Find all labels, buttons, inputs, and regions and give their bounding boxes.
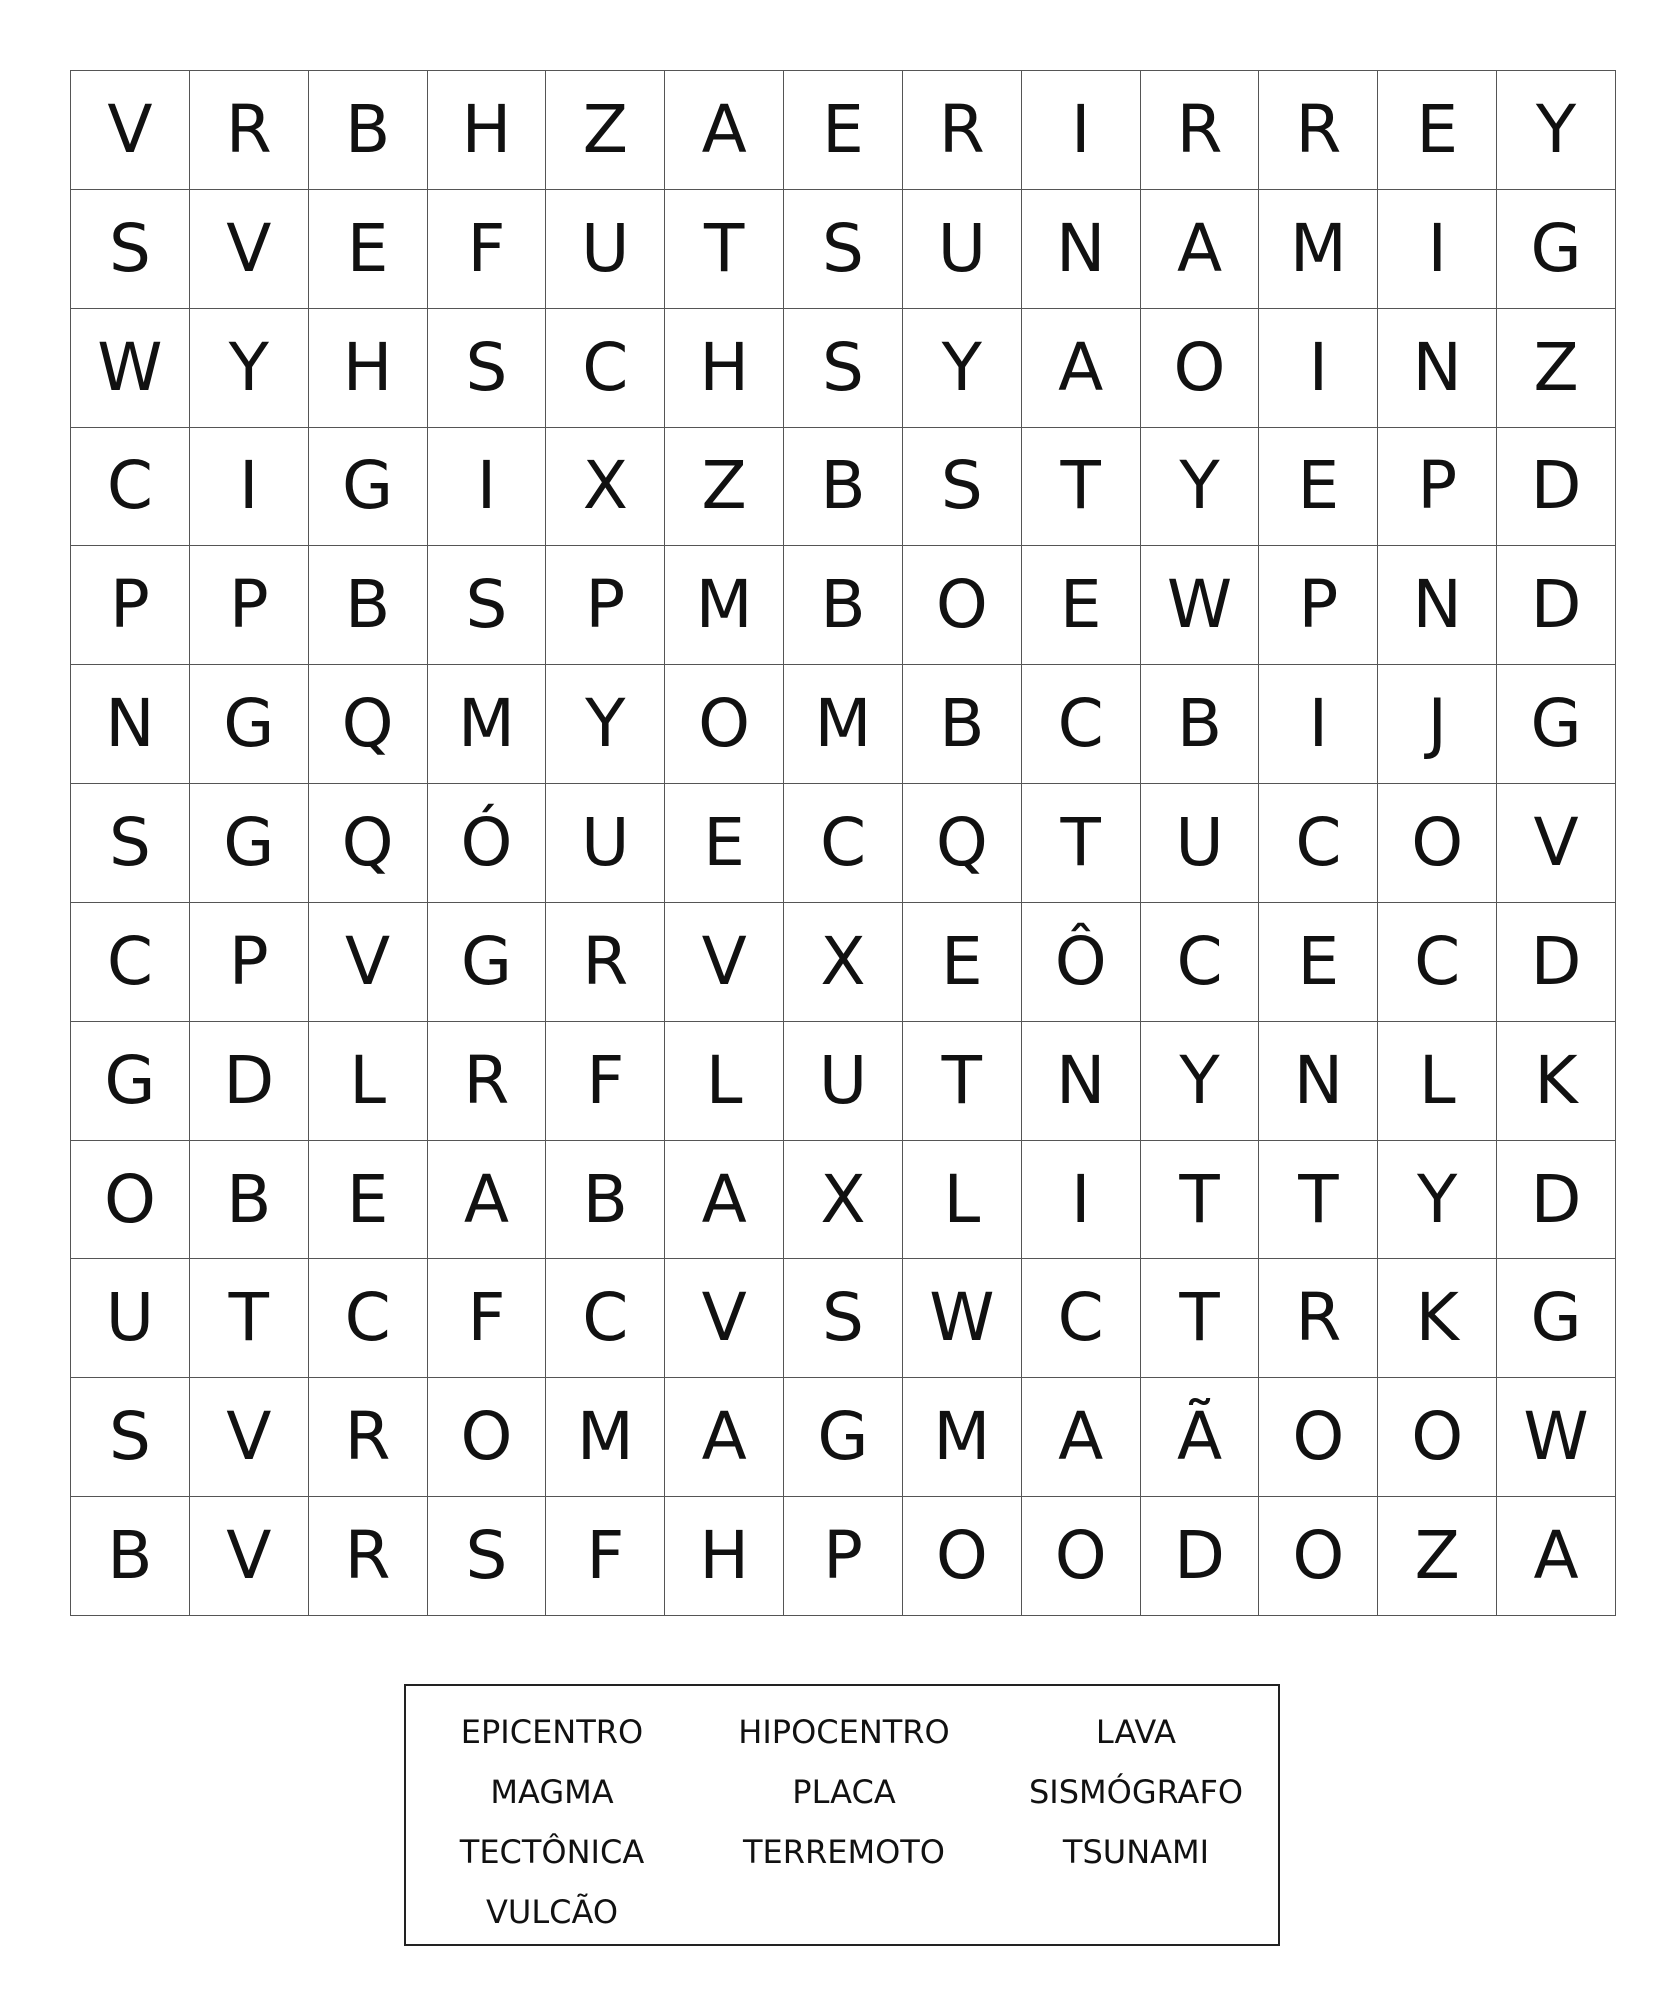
grid-cell[interactable]: Ô — [1022, 903, 1141, 1022]
grid-cell[interactable]: O — [1259, 1378, 1378, 1497]
grid-cell[interactable]: G — [1497, 665, 1616, 784]
grid-cell[interactable]: S — [784, 190, 903, 309]
grid-cell[interactable]: P — [71, 546, 190, 665]
grid-cell[interactable]: U — [546, 190, 665, 309]
grid-cell[interactable]: L — [309, 1022, 428, 1141]
grid-cell[interactable]: E — [1259, 903, 1378, 1022]
grid-cell[interactable]: B — [1141, 665, 1260, 784]
grid-cell[interactable]: B — [309, 546, 428, 665]
grid-cell[interactable]: T — [1141, 1259, 1260, 1378]
grid-cell[interactable]: C — [1141, 903, 1260, 1022]
word-list-item: TECTÔNICA — [459, 1833, 645, 1871]
word-list-item: LAVA — [1095, 1713, 1177, 1751]
grid-cell[interactable]: C — [1378, 903, 1497, 1022]
grid-cell[interactable]: D — [1497, 903, 1616, 1022]
grid-cell[interactable]: Y — [1497, 71, 1616, 190]
grid-cell[interactable]: T — [1141, 1141, 1260, 1260]
grid-cell[interactable]: U — [903, 190, 1022, 309]
grid-cell[interactable]: I — [1259, 665, 1378, 784]
grid-cell[interactable]: B — [309, 71, 428, 190]
grid-cell[interactable]: M — [665, 546, 784, 665]
grid-cell[interactable]: N — [1378, 309, 1497, 428]
grid-cell[interactable]: V — [190, 1378, 309, 1497]
grid-cell[interactable]: E — [665, 784, 784, 903]
grid-cell[interactable]: G — [190, 665, 309, 784]
grid-cell[interactable]: T — [903, 1022, 1022, 1141]
grid-cell[interactable]: C — [546, 309, 665, 428]
grid-cell[interactable]: H — [665, 309, 784, 428]
grid-cell[interactable]: A — [1141, 190, 1260, 309]
grid-cell[interactable]: Q — [903, 784, 1022, 903]
grid-cell[interactable]: B — [190, 1141, 309, 1260]
grid-cell[interactable]: B — [546, 1141, 665, 1260]
grid-cell[interactable]: R — [1141, 71, 1260, 190]
grid-cell[interactable]: Ó — [428, 784, 547, 903]
word-search-grid — [70, 70, 1616, 1616]
grid-cell[interactable]: S — [71, 190, 190, 309]
grid-cell[interactable]: F — [428, 190, 547, 309]
grid-cell[interactable]: I — [1378, 190, 1497, 309]
grid-cell[interactable]: T — [665, 190, 784, 309]
grid-cell[interactable]: O — [1141, 309, 1260, 428]
grid-cell[interactable]: C — [309, 1259, 428, 1378]
grid-cell[interactable]: E — [1022, 546, 1141, 665]
grid-cell[interactable]: C — [1259, 784, 1378, 903]
grid-cell[interactable]: I — [428, 428, 547, 547]
grid-cell[interactable]: P — [784, 1497, 903, 1616]
grid-cell[interactable]: C — [546, 1259, 665, 1378]
word-list-item: TERREMOTO — [743, 1833, 945, 1871]
grid-cell[interactable]: I — [190, 428, 309, 547]
word-list-item: HIPOCENTRO — [738, 1713, 950, 1751]
grid-cell[interactable]: F — [428, 1259, 547, 1378]
grid-cell[interactable]: U — [71, 1259, 190, 1378]
grid-cell[interactable]: O — [71, 1141, 190, 1260]
grid-cell[interactable]: O — [428, 1378, 547, 1497]
grid-cell[interactable]: C — [1022, 665, 1141, 784]
grid-cell[interactable]: A — [1022, 1378, 1141, 1497]
grid-cell[interactable]: B — [784, 428, 903, 547]
grid-cell[interactable]: Ã — [1141, 1378, 1260, 1497]
grid-cell[interactable]: C — [1022, 1259, 1141, 1378]
grid-cell[interactable]: Y — [903, 309, 1022, 428]
word-list-item: EPICENTRO — [460, 1713, 644, 1751]
grid-cell[interactable]: E — [784, 71, 903, 190]
grid-cell[interactable]: M — [1259, 190, 1378, 309]
grid-cell[interactable]: B — [71, 1497, 190, 1616]
grid-cell[interactable]: W — [903, 1259, 1022, 1378]
grid-cell[interactable]: P — [546, 546, 665, 665]
grid-cell[interactable]: L — [903, 1141, 1022, 1260]
grid-cell[interactable]: R — [903, 71, 1022, 190]
word-list-item: MAGMA — [490, 1773, 614, 1811]
grid-cell[interactable]: P — [1259, 546, 1378, 665]
grid-cell[interactable]: S — [428, 1497, 547, 1616]
grid-cell[interactable]: O — [1259, 1497, 1378, 1616]
grid-cell[interactable]: F — [546, 1497, 665, 1616]
grid-cell[interactable]: X — [784, 1141, 903, 1260]
word-list-item: PLACA — [792, 1773, 896, 1811]
grid-cell[interactable]: U — [1141, 784, 1260, 903]
grid-cell[interactable]: E — [903, 903, 1022, 1022]
grid-cell[interactable]: S — [71, 1378, 190, 1497]
grid-cell[interactable]: C — [784, 784, 903, 903]
grid-cell[interactable]: A — [665, 1141, 784, 1260]
grid-cell[interactable]: O — [903, 546, 1022, 665]
grid-cell[interactable]: G — [1497, 1259, 1616, 1378]
grid-cell[interactable]: Y — [1141, 1022, 1260, 1141]
grid-cell[interactable]: R — [190, 71, 309, 190]
grid-cell[interactable]: P — [190, 903, 309, 1022]
grid-cell[interactable]: S — [784, 1259, 903, 1378]
word-list-item: TSUNAMI — [1062, 1833, 1210, 1871]
grid-cell[interactable]: R — [309, 1497, 428, 1616]
grid-cell[interactable]: R — [428, 1022, 547, 1141]
grid-cell[interactable]: Q — [309, 784, 428, 903]
grid-cell[interactable]: G — [190, 784, 309, 903]
grid-cell[interactable]: Y — [1141, 428, 1260, 547]
grid-cell[interactable]: I — [1022, 71, 1141, 190]
grid-cell[interactable]: O — [903, 1497, 1022, 1616]
grid-cell[interactable]: T — [1022, 784, 1141, 903]
grid-cell[interactable]: N — [1022, 190, 1141, 309]
grid-cell[interactable]: Z — [1378, 1497, 1497, 1616]
grid-cell[interactable]: R — [1259, 1259, 1378, 1378]
grid-cell[interactable]: R — [1259, 71, 1378, 190]
grid-cell[interactable]: K — [1497, 1022, 1616, 1141]
word-list — [404, 1684, 1280, 1946]
grid-cell[interactable]: V — [190, 190, 309, 309]
grid-cell[interactable]: H — [309, 309, 428, 428]
grid-cell[interactable]: P — [1378, 428, 1497, 547]
grid-cell[interactable]: V — [665, 1259, 784, 1378]
grid-cell[interactable]: Z — [546, 71, 665, 190]
grid-cell[interactable]: H — [665, 1497, 784, 1616]
grid-cell[interactable]: V — [665, 903, 784, 1022]
grid-cell[interactable]: V — [71, 71, 190, 190]
grid-cell[interactable]: O — [1378, 1378, 1497, 1497]
grid-cell[interactable]: X — [546, 428, 665, 547]
grid-cell[interactable]: D — [1497, 428, 1616, 547]
grid-cell[interactable]: K — [1378, 1259, 1497, 1378]
grid-cell[interactable]: P — [190, 546, 309, 665]
grid-cell[interactable]: O — [665, 665, 784, 784]
word-list-item: SISMÓGRAFO — [1028, 1773, 1244, 1811]
grid-cell[interactable]: D — [1497, 546, 1616, 665]
grid-cell[interactable]: D — [190, 1022, 309, 1141]
grid-cell[interactable]: S — [428, 309, 547, 428]
grid-cell[interactable]: L — [1378, 1022, 1497, 1141]
grid-cell[interactable]: V — [309, 903, 428, 1022]
grid-cell[interactable]: A — [665, 71, 784, 190]
grid-cell[interactable]: Y — [1378, 1141, 1497, 1260]
grid-cell[interactable]: O — [1022, 1497, 1141, 1616]
grid-cell[interactable]: T — [1259, 1141, 1378, 1260]
grid-cell[interactable]: A — [1497, 1497, 1616, 1616]
grid-cell[interactable]: W — [1497, 1378, 1616, 1497]
grid-cell[interactable]: N — [71, 665, 190, 784]
grid-cell[interactable]: G — [428, 903, 547, 1022]
grid-cell[interactable]: U — [784, 1022, 903, 1141]
grid-cell[interactable]: W — [71, 309, 190, 428]
grid-cell[interactable]: C — [71, 903, 190, 1022]
grid-cell[interactable]: N — [1022, 1022, 1141, 1141]
grid-cell[interactable]: T — [190, 1259, 309, 1378]
grid-cell[interactable]: E — [309, 190, 428, 309]
grid-cell[interactable]: E — [309, 1141, 428, 1260]
grid-cell[interactable]: U — [546, 784, 665, 903]
grid-cell[interactable]: M — [784, 665, 903, 784]
grid-cell[interactable]: S — [784, 309, 903, 428]
grid-cell[interactable]: Z — [1497, 309, 1616, 428]
grid-cell[interactable]: I — [1259, 309, 1378, 428]
grid-cell[interactable]: M — [546, 1378, 665, 1497]
grid-cell[interactable]: M — [428, 665, 547, 784]
grid-cell[interactable]: D — [1497, 1141, 1616, 1260]
grid-cell[interactable]: D — [1141, 1497, 1260, 1616]
grid-cell[interactable]: T — [1022, 428, 1141, 547]
grid-cell[interactable]: V — [190, 1497, 309, 1616]
grid-cell[interactable]: E — [1259, 428, 1378, 547]
grid-cell[interactable]: R — [546, 903, 665, 1022]
grid-cell[interactable]: Y — [190, 309, 309, 428]
grid-cell[interactable]: F — [546, 1022, 665, 1141]
grid-cell[interactable]: G — [309, 428, 428, 547]
grid-cell[interactable]: E — [1378, 71, 1497, 190]
grid-cell[interactable]: B — [903, 665, 1022, 784]
grid-cell[interactable]: Y — [546, 665, 665, 784]
grid-cell[interactable]: B — [784, 546, 903, 665]
grid-cell[interactable]: W — [1141, 546, 1260, 665]
grid-cell[interactable]: S — [428, 546, 547, 665]
grid-cell[interactable]: G — [1497, 190, 1616, 309]
grid-cell[interactable]: S — [71, 784, 190, 903]
grid-cell[interactable]: A — [665, 1378, 784, 1497]
grid-cell[interactable]: J — [1378, 665, 1497, 784]
grid-cell[interactable]: N — [1259, 1022, 1378, 1141]
grid-cell[interactable]: C — [71, 428, 190, 547]
grid-cell[interactable]: A — [428, 1141, 547, 1260]
grid-cell[interactable]: R — [309, 1378, 428, 1497]
grid-cell[interactable]: L — [665, 1022, 784, 1141]
grid-cell[interactable]: O — [1378, 784, 1497, 903]
grid-cell[interactable]: S — [903, 428, 1022, 547]
grid-cell[interactable]: Q — [309, 665, 428, 784]
grid-cell[interactable]: G — [784, 1378, 903, 1497]
grid-cell[interactable]: A — [1022, 309, 1141, 428]
grid-cell[interactable]: H — [428, 71, 547, 190]
grid-cell[interactable]: Z — [665, 428, 784, 547]
grid-cell[interactable]: X — [784, 903, 903, 1022]
grid-cell[interactable]: V — [1497, 784, 1616, 903]
word-list-item: VULCÃO — [486, 1893, 618, 1931]
grid-cell[interactable]: G — [71, 1022, 190, 1141]
grid-cell[interactable]: I — [1022, 1141, 1141, 1260]
grid-cell[interactable]: M — [903, 1378, 1022, 1497]
grid-cell[interactable]: N — [1378, 546, 1497, 665]
